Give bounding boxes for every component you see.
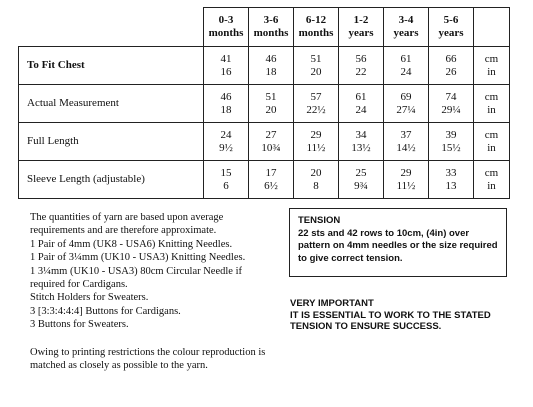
value-cell: 25 9¾: [339, 161, 384, 199]
size-header: 1-2 years: [339, 8, 384, 47]
note-line: 3 [3:3:4:4:4] Buttons for Cardigans.: [30, 305, 181, 317]
value-cell: 17 6½: [249, 161, 294, 199]
table-row: [19, 85, 510, 123]
row-label: To Fit Chest: [19, 47, 204, 85]
important-notice: [290, 298, 530, 333]
value-cell: 24 9½: [204, 123, 249, 161]
table-row: [19, 123, 510, 161]
tension-box: [289, 208, 507, 277]
table-row: [19, 47, 510, 85]
unit-cell: cm in: [474, 47, 510, 85]
spacer: [30, 332, 274, 346]
value-cell: 46 18: [249, 47, 294, 85]
value-cell: 15 6: [204, 161, 249, 199]
value-cell: 39 15½: [429, 123, 474, 161]
value-cell: 41 16: [204, 47, 249, 85]
size-header: 3-6 months: [249, 8, 294, 47]
value-cell: 33 13: [429, 161, 474, 199]
unit-cell: cm in: [474, 161, 510, 199]
row-label: Full Length: [19, 123, 204, 161]
row-label: Actual Measurement: [19, 85, 204, 123]
value-cell: 51 20: [294, 47, 339, 85]
note-line: Stitch Holders for Sweaters.: [30, 292, 149, 304]
value-cell: 51 20: [249, 85, 294, 123]
value-cell: 37 14½: [384, 123, 429, 161]
note-line: 1 Pair of 3¼mm (UK10 - USA3) Knitting Needles.: [30, 252, 246, 264]
important-title: VERY IMPORTANT: [290, 298, 374, 309]
note-line: 3 Buttons for Sweaters.: [30, 319, 129, 331]
value-cell: 56 22: [339, 47, 384, 85]
size-header: 3-4 years: [384, 8, 429, 47]
tension-text: 22 sts and 42 rows to 10cm, (4in) over pattern on 4mm needles or the size required to give correct tension.: [298, 227, 498, 264]
tension-title: TENSION: [298, 215, 341, 226]
table-row: [19, 161, 510, 199]
value-cell: 74 29¼: [429, 85, 474, 123]
value-cell: 61 24: [339, 85, 384, 123]
size-header: 6-12 months: [294, 8, 339, 47]
value-cell: 20 8: [294, 161, 339, 199]
value-cell: 34 13½: [339, 123, 384, 161]
unit-cell: cm in: [474, 85, 510, 123]
size-header: 5-6 years: [429, 8, 474, 47]
value-cell: 57 22½: [294, 85, 339, 123]
value-cell: 66 26: [429, 47, 474, 85]
size-header: 0-3 months: [204, 8, 249, 47]
header-blank-cell: [19, 8, 204, 47]
note-line: 1 3¼mm (UK10 - USA3) 80cm Circular Needle if required for Cardigans.: [30, 265, 242, 291]
value-cell: 69 27¼: [384, 85, 429, 123]
materials-notes: [30, 211, 274, 372]
unit-cell: cm in: [474, 123, 510, 161]
table-header-row: [19, 8, 510, 47]
value-cell: 27 10¾: [249, 123, 294, 161]
value-cell: 46 18: [204, 85, 249, 123]
value-cell: 29 11½: [384, 161, 429, 199]
unit-header: [474, 8, 510, 47]
note-line: 1 Pair of 4mm (UK8 - USA6) Knitting Needles.: [30, 238, 233, 250]
size-table: [18, 7, 510, 199]
value-cell: 61 24: [384, 47, 429, 85]
colour-note: Owing to printing restrictions the colour reproduction is matched as closely as possible to the yarn.: [30, 346, 266, 372]
note-line: The quantities of yarn are based upon average requirements and are therefore approximate.: [30, 212, 224, 237]
important-text: IT IS ESSENTIAL TO WORK TO THE STATED TENSION TO ENSURE SUCCESS.: [290, 309, 491, 332]
row-label: Sleeve Length (adjustable): [19, 161, 204, 199]
value-cell: 29 11½: [294, 123, 339, 161]
